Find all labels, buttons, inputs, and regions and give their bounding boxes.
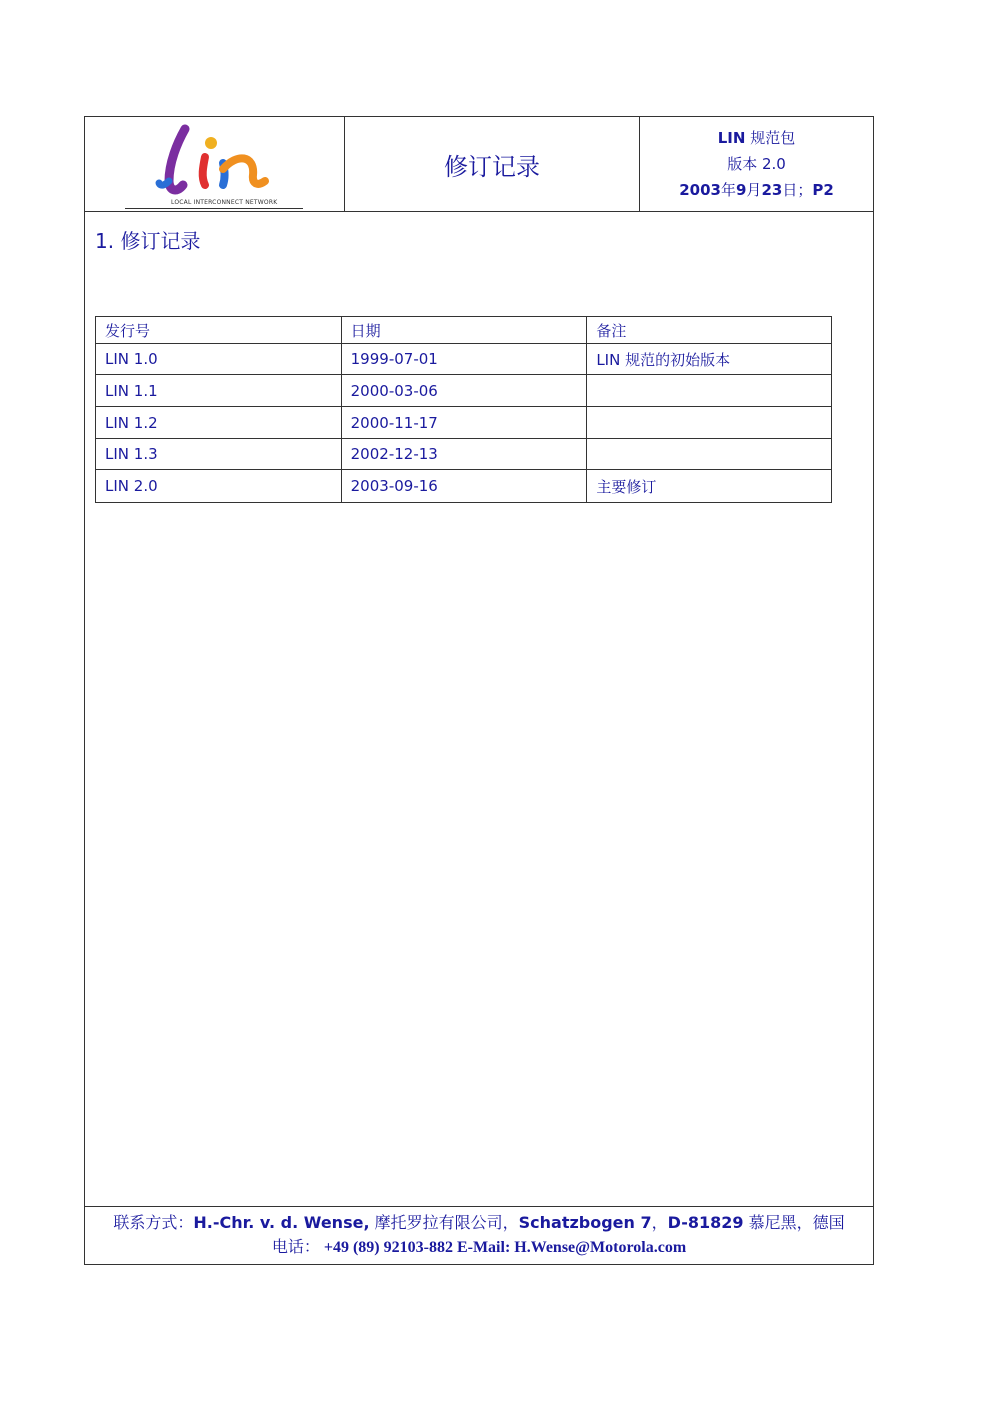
cell-release: LIN 1.2 [96, 407, 342, 439]
footer-postcode: D-81829 [667, 1213, 744, 1232]
footer-phone-email-value: +49 (89) 92103-882 E-Mail: H.Wense@Motorola.com [319, 1239, 687, 1256]
cell-notes [587, 407, 832, 439]
cell-release: LIN 2.0 [96, 470, 342, 503]
date-day-unit: 日； [782, 181, 813, 199]
page-header [85, 117, 873, 212]
footer-contact [85, 1210, 873, 1233]
footer-contact-label: 联系方式： [113, 1213, 194, 1232]
table-row [96, 439, 832, 470]
spec-name-rest: 规范包 [745, 129, 796, 147]
cell-notes: LIN 规范的初始版本 [587, 344, 832, 375]
version-label: 版本 2.0 [727, 155, 786, 173]
table-row [96, 470, 832, 503]
table-header-row [96, 317, 832, 344]
header-cell-release: 发行号 [96, 317, 342, 344]
page-footer [85, 1206, 873, 1264]
logo-letter-n-right [223, 158, 265, 184]
spec-name [718, 125, 795, 151]
footer-street: Schatzbogen 7 [518, 1213, 652, 1232]
page-number: P2 [812, 181, 834, 199]
logo-underline [125, 208, 303, 209]
footer-phone-label: 电话： [271, 1239, 320, 1256]
lin-logo-icon [125, 123, 305, 201]
section-heading: 1. 修订记录 [95, 229, 201, 253]
cell-date: 2000-03-06 [341, 375, 587, 407]
logo-i-dot [205, 137, 217, 149]
title-cell [345, 117, 640, 211]
cell-notes [587, 375, 832, 407]
logo-letter-i [203, 157, 205, 185]
footer-city-country: 慕尼黑，德国 [743, 1213, 845, 1232]
footer-contact-name: H.-Chr. v. d. Wense, [193, 1213, 370, 1232]
footer-company: 摩托罗拉有限公司， [369, 1213, 519, 1232]
cell-date: 1999-07-01 [341, 344, 587, 375]
table-row [96, 344, 832, 375]
cell-date: 2002-12-13 [341, 439, 587, 470]
info-cell [640, 117, 873, 211]
logo-letter-l-left [159, 181, 169, 185]
doc-title: 修订记录 [444, 152, 540, 181]
spec-name-bold: LIN [717, 129, 746, 147]
cell-date: 2003-09-16 [341, 470, 587, 503]
date-year: 2003 [679, 181, 721, 199]
header-cell-date: 日期 [341, 317, 587, 344]
logo-cell [85, 117, 345, 211]
cell-release: LIN 1.0 [96, 344, 342, 375]
cell-date: 2000-11-17 [341, 407, 587, 439]
date-month: 9 [735, 181, 747, 199]
date-year-unit: 年 [720, 181, 736, 199]
footer-phone-email [85, 1234, 873, 1257]
page-frame [84, 116, 874, 1265]
table-row [96, 375, 832, 407]
header-cell-notes: 备注 [587, 317, 832, 344]
date-page-label [679, 177, 834, 203]
footer-separator: ， [651, 1213, 668, 1232]
cell-notes: 主要修订 [587, 470, 832, 503]
logo-tagline: LOCAL INTERCONNECT NETWORK [171, 199, 278, 206]
date-month-unit: 月 [746, 181, 762, 199]
cell-release: LIN 1.3 [96, 439, 342, 470]
cell-release: LIN 1.1 [96, 375, 342, 407]
cell-notes [587, 439, 832, 470]
date-day: 23 [761, 181, 783, 199]
table-row [96, 407, 832, 439]
revision-table [95, 316, 832, 503]
